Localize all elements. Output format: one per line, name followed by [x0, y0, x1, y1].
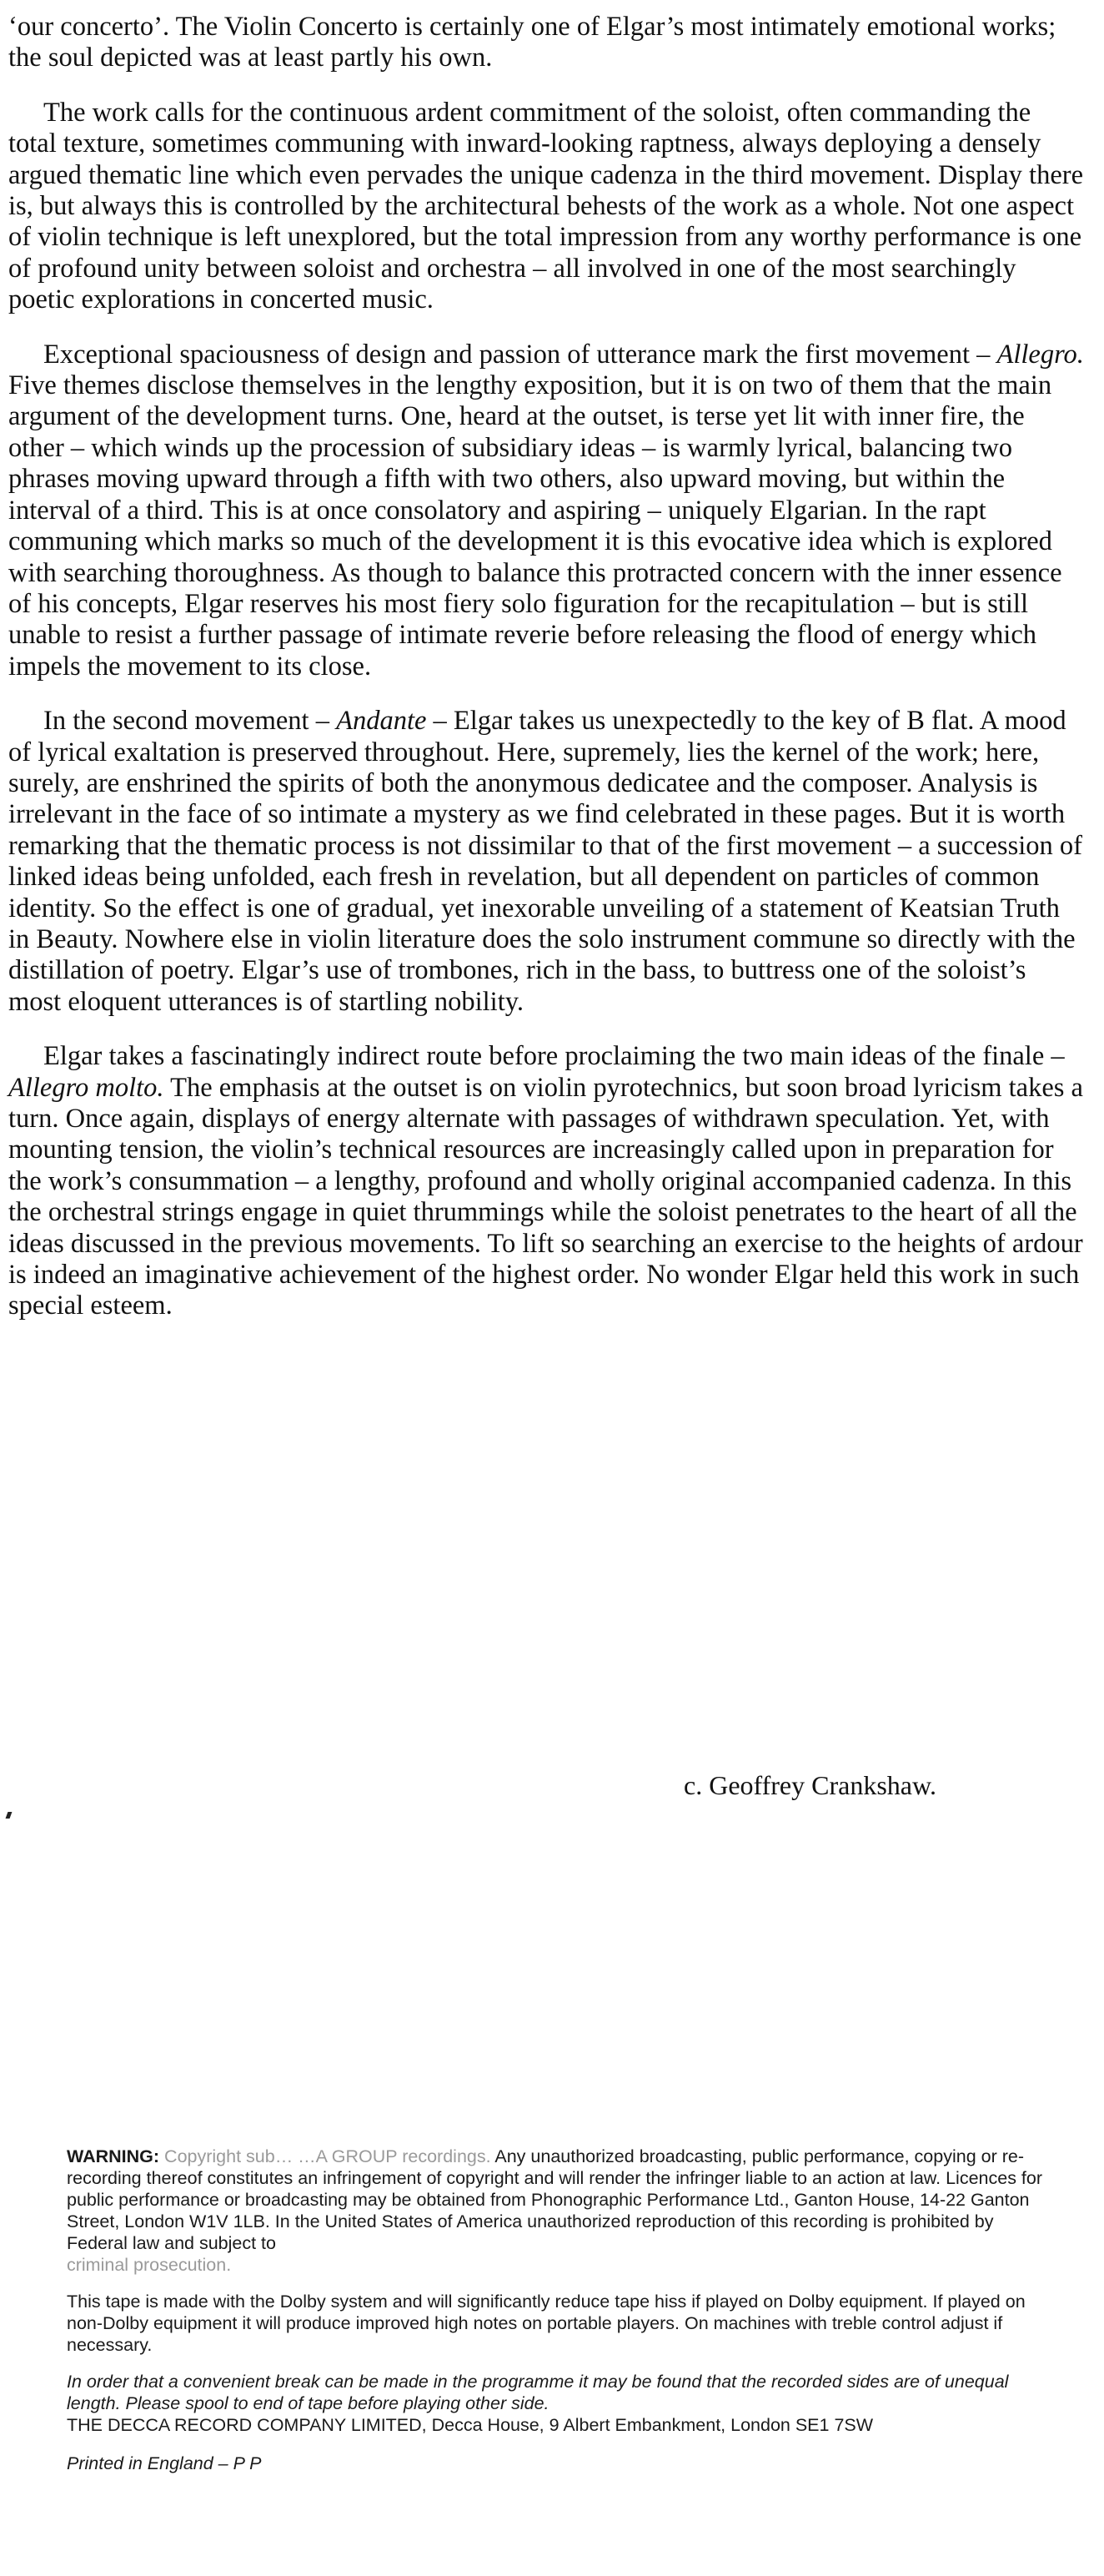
paragraph-4 [8, 706, 1084, 1018]
paragraph-3-a: Exceptional spaciousness of design and passion of utterance mark the first movement – [43, 339, 997, 370]
movement-title-andante: Andante [336, 706, 427, 737]
warning-label: WARNING: [67, 2146, 160, 2166]
legal-notice [67, 2146, 1051, 2474]
movement-title-allegro: Allegro. [996, 339, 1084, 370]
warning-notice [67, 2146, 1051, 2276]
stray-ink-mark [6, 1812, 13, 1819]
paragraph-5 [8, 1041, 1084, 1322]
warning-faded-text: Copyright sub… …A GROUP recordings. [159, 2146, 491, 2166]
paragraph-4-a: In the second movement – [43, 706, 337, 737]
paragraph-5-a: Elgar takes a fascinatingly indirect route before proclaiming the two main ideas of the finale – [43, 1041, 1065, 1072]
warning-faded-tail: criminal prosecution. [67, 2255, 232, 2275]
dolby-notice: This tape is made with the Dolby system and will significantly reduce tape hiss if played on Dolby equipment. If played on non-Dolby equipment it will produce improved high notes on portable players. On machines with treble control adjust if necessary. [67, 2292, 1026, 2355]
paragraph-5-b: The emphasis at the outset is on violin pyrotechnics, but soon broad lyricism takes a turn. Once again, displays of energy alternate with passages of withdrawn speculation. Yet, with mounting tension, the violin’s technical resources are increasingly called upon in preparation for the work’s consummation – a lengthy, profound and wholly original accompanied cadenza. In this the orchestral strings engage in quiet thrummings while the soloist penetrates to the heart of all the ideas discussed in the previous movements. To lift so searching an exercise to the heights of ardour is indeed an imaginative achievement of the highest order. No wonder Elgar held this work in such special esteem. [8, 1072, 1083, 1321]
essay-text [8, 12, 1084, 1346]
movement-title-allegro-molto: Allegro molto. [8, 1072, 164, 1103]
author-signature: c. Geoffrey Crankshaw. [684, 1770, 936, 1800]
paragraph-2: The work calls for the continuous ardent commitment of the soloist, often commanding the total texture, sometimes communing with inward-looking raptness, always deploying a densely argued thematic line which even pervades the unique cadenza in the third movement. Display there is, but always this is controlled by the architectural behests of the work as a whole. Not one aspect of violin technique is left unexplored, but the total impression from any worthy performance is one of profound unity between soloist and orchestra – all involved in one of the most searchingly poetic explorations in concerted music. [8, 97, 1084, 315]
paragraph-3-b: Five themes disclose themselves in the lengthy exposition, but it is on two of them that the main argument of the development turns. One, heard at the outset, is terse yet lit with inner fire, the other – which winds up the procession of subsidiary ideas – is warmly lyrical, balancing two phrases moving upward through a fifth with two others, also upward moving, but within the interval of a third. This is at once consolatory and aspiring – uniquely Elgarian. In the rapt communing which marks so much of the development it is this evocative idea which is explored with searching thoroughness. As though to balance this protracted concern with the inner essence of his concepts, Elgar reserves his most fiery solo figuration for the recapitulation – but is still unable to resist a further passage of intimate reverie before releasing the flood of energy which impels the movement to its close. [8, 370, 1062, 682]
warning-text: Any unauthorized broadcasting, public performance, copying or re-recording thereof constitutes an infringement of copyright and will render the infringer liable to an action at law. Licences for public performance or broadcasting may be obtained from Phonographic Performance Ltd., Ganton House, 14-22 Ganton Street, London W1V 1LB. In the United States of America unauthorized reproduction of this recording is prohibited by Federal law and subject to [67, 2146, 1043, 2253]
break-notice: In order that a convenient break can be made in the programme it may be found that the recorded sides are of unequal length. Please spool to end of tape before playing other side. [67, 2372, 1009, 2413]
printed-in: Printed in England – P P [67, 2453, 262, 2473]
paragraph-1: ‘our concerto’. The Violin Concerto is certainly one of Elgar’s most intimately emotional works; the soul depicted was at least partly his own. [8, 12, 1056, 73]
paragraph-3 [8, 340, 1084, 682]
paragraph-4-b: – Elgar takes us unexpectedly to the key of B flat. A mood of lyrical exaltation is preserved throughout. Here, supremely, lies the kernel of the work; here, surely, are enshrined the spirits of both the anonymous dedicatee and the composer. Analysis is irrelevant in the face of so intimate a mystery as we find celebrated in these pages. But it is worth remarking that the thematic process is not dissimilar to that of the first movement – a succession of linked ideas being unfolded, each fresh in revelation, but all dependent on particles of common identity. So the effect is one of gradual, yet inexorable unveiling of a statement of Keatsian Truth in Beauty. Nowhere else in violin literature does the solo instrument commune so directly with the distillation of poetry. Elgar’s use of trombones, rich in the bass, to buttress one of the soloist’s most eloquent utterances is of startling nobility. [8, 706, 1082, 1017]
company-address: THE DECCA RECORD COMPANY LIMITED, Decca House, 9 Albert Embankment, London SE1 7SW [67, 2415, 874, 2435]
